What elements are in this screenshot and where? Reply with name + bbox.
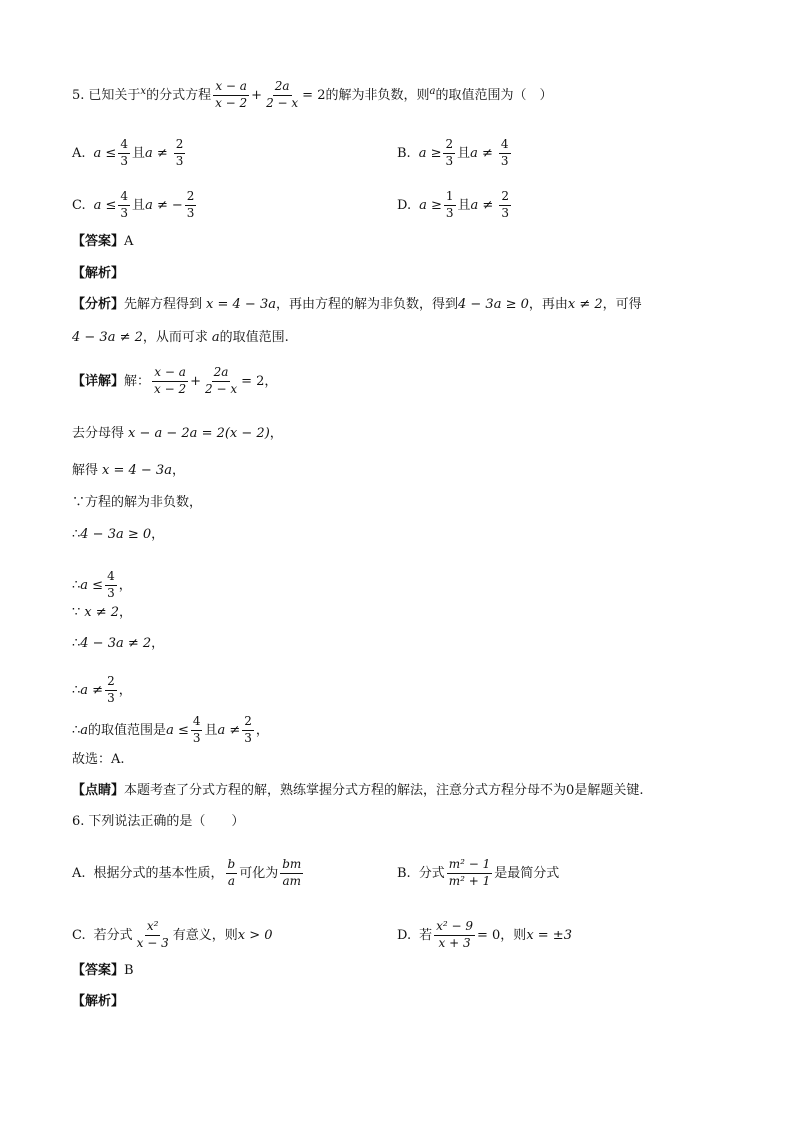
analysis-tag: 【解析】 (72, 266, 125, 281)
q5-detail-equation: 【详解】 解： $\frac{x - a}{x - 2}$ + $\frac{2a}{2 - x}$ = 2 ， (72, 365, 278, 396)
q5-step-5: ∴ a ≤ $\frac{4}{3}$ ， (72, 569, 132, 600)
q6-answer (72, 964, 734, 977)
q6-analysis-heading (72, 995, 734, 1008)
q5-equation-fraction-2: $\frac{2a}{2 - x}$ (266, 79, 299, 110)
q5-step-1: 去分母得 x − a − 2a = 2(x − 2) ， (72, 426, 283, 441)
q5-stem-text: 已知关于 (88, 87, 141, 103)
q5-step-6: ∵ x ≠ 2 ， (72, 605, 133, 620)
q5-stem (72, 80, 734, 111)
q5-option-d: D. a ≥ $\frac{1}{3}$ 且 a ≠ $\frac{2}{3}$ (397, 189, 509, 220)
answer-value: A (124, 234, 134, 249)
q5-option-c: C. a ≤ $\frac{4}{3}$ 且 a ≠ − $\frac{2}{3}$ (72, 189, 195, 220)
q5-step-4: ∴ 4 − 3a ≥ 0 ， (72, 527, 165, 542)
q6-option-c: C. 若分式 $\frac{\text{x²}}{x - 3}$ 有意义，则 x > 0 (72, 919, 273, 950)
answer-tag: 【答案】 (72, 963, 125, 978)
q5-stem-text: 的解为非负数，则 (325, 87, 430, 103)
q6-option-a: A. 根据分式的基本性质， $\frac{b}{a}$ 可化为 $\frac{bm}{am}$ (72, 857, 302, 888)
q5-step-7: ∴ 4 − 3a ≠ 2 ， (72, 636, 165, 651)
q5-fenxi-line-2: 4 − 3a ≠ 2 ，从而可求 a 的取值范围. (72, 330, 289, 345)
q5-step-2: 解得 x = 4 − 3a ， (72, 463, 185, 478)
q5-fenxi-line-1: 【分析】 先解方程得到 x = 4 − 3a ，再由方程的解为非负数，得到 4 − 3a ≥ 0 ，再由 x ≠ 2 ，可得 (72, 297, 642, 312)
q5-equation-plus: + (251, 87, 263, 103)
q6-option-b: B. 分式 $\frac{\text{m² − 1}}{\text{m² + 1}}$ 是最简分式 (397, 857, 560, 888)
q5-step-9: ∴ a 的取值范围是 a ≤ $\frac{4}{3}$ 且 a ≠ $\frac{2}{3}$ ， (72, 714, 269, 745)
answer-tag: 【答案】 (72, 234, 125, 249)
q5-option-a: A. a ≤ $\frac{4}{3}$ 且 a ≠ $\frac{2}{3}$ (72, 137, 184, 168)
q5-stem-text: 的取值范围为（ ） (435, 87, 553, 103)
q5-answer (72, 235, 734, 248)
q6-number: 6. (72, 814, 85, 829)
dianjing-tag: 【点睛】 (72, 783, 125, 798)
q5-step-3: ∵方程的解为非负数， (72, 495, 203, 510)
q6-option-d: D. 若 $\frac{\text{x² − 9}}{x + 3}$ = 0，则 x = ±3 (397, 919, 572, 950)
q6-stem (72, 815, 734, 828)
q5-step-8: ∴ a ≠ $\frac{2}{3}$ ， (72, 674, 132, 705)
q6-stem-text: 下列说法正确的是（ ） (88, 814, 245, 829)
q5-option-b: B. a ≥ $\frac{2}{3}$ 且 a ≠ $\frac{4}{3}$ (397, 137, 509, 168)
answer-value: B (124, 963, 134, 978)
q5-stem-var: a (429, 86, 436, 98)
fenxi-tag: 【分析】 (72, 297, 125, 312)
q5-number: 5. (72, 87, 85, 103)
q5-stem-text: 的分式方程 (146, 87, 212, 103)
q5-equation-rhs: = 2 (302, 87, 326, 103)
q5-dianjing: 【点睛】 本题考查了分式方程的解，熟练掌握分式方程的解法，注意分式方程分母不为 0 是解题关键. (72, 783, 644, 798)
q5-analysis-heading (72, 267, 734, 280)
q5-stem-var: x (140, 86, 147, 98)
q5-equation-fraction-1: $\frac{x - a}{x - 2}$ (215, 79, 248, 110)
q5-choose: 故选：A. (72, 752, 125, 767)
analysis-tag: 【解析】 (72, 994, 125, 1009)
detail-tag: 【详解】 (72, 373, 125, 389)
